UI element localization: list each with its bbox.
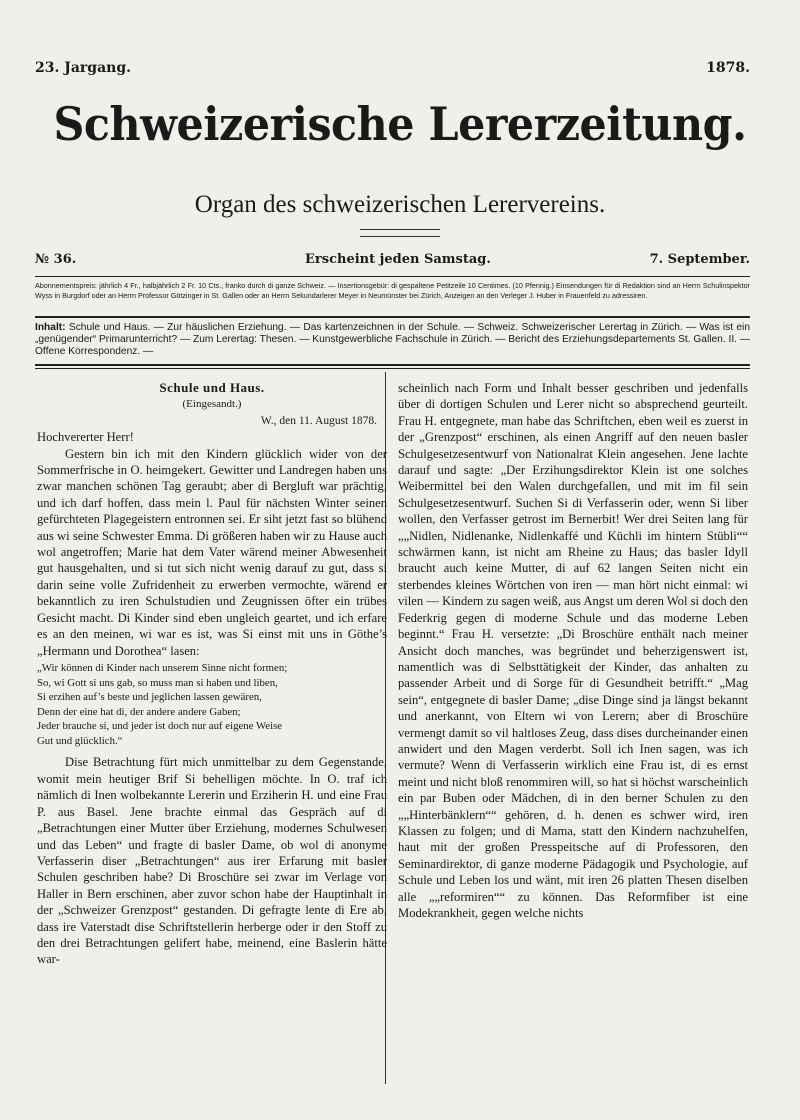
article-greeting: Hochvererter Herr!	[37, 430, 134, 445]
poem-line: Gut und glücklich.“	[37, 734, 123, 747]
poem-line: Si erzihen auf’s beste und jeglichen lassen gewären,	[37, 691, 262, 704]
issue-line	[35, 252, 750, 270]
issue-number: № 36.	[35, 252, 77, 267]
article-subtitle: (Eingesandt.)	[182, 398, 242, 411]
article-title: Schule und Haus.	[159, 380, 265, 395]
article-paragraph: Gestern bin ich mit den Kindern glücklich wider von der Sommerfrische in O. heimgekert. Gewitter und Landregen haben uns zwar manchen schönen Tag geraubt; aber di Bergluft war prächtig, und ich darf hoffen, dass mein l. Paul für nächsten Winter seinen gefürchteten Plagegeistern entronnen sei. Er siht jetzt fast so blühend aus wi seine Schwester Emma. Di größeren haben wir zu Hause auch wol angetroffen; Marie hat dem Vater wärend meiner Abwesenheit gut hausgehalten, und si tut sich nicht wenig darauf zu gut, dass si darin seine volle Zufridenheit zu erwerben vermochte, wärend er bekanntlich zu iren Schulstudien und Zeugnissen öfter ein trübes Gesicht macht. Di Kinder sind eben ungleich geartet, und ich erfare es an den meinen, wi war es ist, was Si einst mit uns in Göthe’s „Hermann und Dorothea“ lasen:	[37, 446, 387, 658]
article-paragraph: Dise Betrachtung fürt mich unmittelbar zu dem Gegenstande, womit mein heutiger Brif Si behelligen möchte. In O. traf ich nämlich di Inen wolbekannte Lererin und Erziherin H. und eine Frau P. aus Basel. Jene brachte einmal das Gespräch auf di „Betrachtungen einer Mutter über Erziehung, modernes Schulwesen und das Leben“ und fragte di basler Dame, ob wol di anonyme Verfasserin diser „Betrachtungen“ aus irer Erfarung mit basler Schulen geschriben habe? Di Broschüre sei zwar im Verlage von Haller in Bern erschinen, aber zuvor schon habe der Hauptinhalt in der „Schweizer Grenzpost“ gestanden. Di gefragte lente di Ere ab, dass ire Vaterstadt dise Schriftstellerin herberge oder ir den Stoff zu den drei Betrachtungen gelifert habe, meinend, eine Baslerin hätte war-	[37, 755, 387, 967]
newspaper-title: Schweizerische Lererzeitung.	[53, 97, 747, 151]
article-paragraph: scheinlich nach Form und Inhalt besser geschriben und jedenfalls über di dortigen Schulen und Lerer nicht so absprechend geurteilt. Frau H. entgegnete, man habe das Schriftchen, eben weil es zuerst in der „Grenzpost“ erschinen, als einen Angriff auf den neuen basler Schulgesetzesentwurf von Nationalrat Klein angesehen. Jene lachte darauf und sagte: „Der Erzihungsdirektor Klein ist one solches Weibermittel bei den Walen durchgefallen, und mit im fil sein Schulgesetzesentwurf. Suchen Si di Verfasserin oder, wenn Si liber wollen, den Verfasser getrost im Bernerbit! Wer drei Seiten lang für „„Nidlen, Nidlenanke, Nidlenkaffé und Küchli im hintern Stübli““ schwärmen kann, ist nicht am Rheine zu Haus; das basler Idyll braucht auch keine Mutter, di auf 62 langen Seiten nicht ein sterbendes kleines Wörtchen von iren — man hört nicht einmal: wi vilen — Kindern zu sagen weiß, aus Angst um deren Wol si doch den Federkrig gegen di moderne Schule und das moderne Leben beginnt.“ Frau H. versetzte: „Di Broschüre enthält nach meiner Ansicht doch manches, was begründet und beherzigenswert ist, namentlich was di Selbsttätigkeit der Kinder, das anhalten zu passender Arbeit und di Sorge für di Gesundheit betrifft.“ „Mag sein“, entgegnete di basler Dame; „dise Dinge sind ja längst bekannt und anerkannt, von Eltern wi von Lerern; aber di Broschüre vermengt damit so vil haltloses Zeug, dass dises durcheinander einen anwidert und den Magen verderbt. Soll ich Inen sagen, was ich vermute? Wenn di Verfasserin wirklich eine Frau ist, di es ernst meint und nicht bloß renommiren will, so hat si höchst warscheinlich ein par Buben oder Mädchen, di in den berner Schulen zu den „„Hinterbänklern““ gehören, d. h. denen es schwer wird, iren Klassen zu folgen; und di Mama, statt den Kindern nachzuhelfen, haut mit der großen Presspeitsche auf di Professoren, den Seminardirektor, di ganze moderne Pädagogik und Psychologie, auf Schule und Leben los und wänt, mit iren 26 platten Thesen diselben alle „„reformiren““ zu können. Das Reformfiber ist eine Modekrankheit, gegen welche nichts	[398, 381, 748, 920]
article-dateline: W., den 11. August 1878.	[260, 414, 377, 427]
publication-frequency: Erscheint jeden Samstag.	[305, 252, 491, 267]
article-column-right	[398, 380, 748, 921]
contents-text: Schule und Haus. — Zur häuslichen Erziehung. — Das kartenzeichnen in der Schule. — Schweiz. Schweizerischer Lerertag in Zürich. — Was ist ein „genügender“ Primarunterricht? — Zum Lerertag: Thesen. — Kunstgewerbliche Fachschule in Zürich. — Bericht des Erziehungsdepartements St. Gallen. II. — Offene Korrespondenz. —	[35, 322, 750, 358]
poem-line: „Wir können di Kinder nach unserem Sinne nicht formen;	[37, 661, 288, 674]
poem-line: Denn der eine hat di, der andere andere Gaben;	[37, 705, 241, 718]
rule-contents-bottom-thin	[35, 368, 750, 369]
article-column-left	[37, 380, 387, 968]
rule-contents-top	[35, 316, 750, 318]
subscription-info: Abonnementspreis: jährlich 4 Fr., halbjährlich 2 Fr. 10 Cts., franko durch di ganze Schweiz. — Insertionsgebür: di gespaltene Petitzeile 10 Centimes. (10 Pfennig.) Einsendungen für di Redaktion sind an Herrn Schulinspektor Wyss in Burgdorf oder an Herrn Professor Götzinger in St. Gallen oder an Herrn Sekundarlerer Meyer in Neumünster bei Zürich, Anzeigen an den Verleger J. Huber in Frauenfeld zu adressiren.	[35, 281, 750, 300]
volume-label: 23. Jargang.	[35, 60, 132, 76]
poem-line: Jeder brauche si, und jeder ist doch nur auf eigene Weise	[37, 720, 283, 733]
ornament-divider	[360, 229, 440, 237]
year-label: 1878.	[706, 60, 750, 76]
newspaper-subtitle: Organ des schweizerischen Lerervereins.	[194, 191, 606, 218]
table-of-contents	[35, 322, 750, 359]
contents-label: Inhalt:	[35, 322, 66, 333]
rule-top	[35, 276, 750, 277]
masthead-topline	[35, 60, 750, 80]
rule-contents-bottom	[35, 364, 750, 366]
poem-line: So, wi Gott si uns gab, so muss man si haben und liben,	[37, 676, 278, 689]
issue-date: 7. September.	[649, 252, 750, 267]
poem-quote	[37, 661, 387, 749]
